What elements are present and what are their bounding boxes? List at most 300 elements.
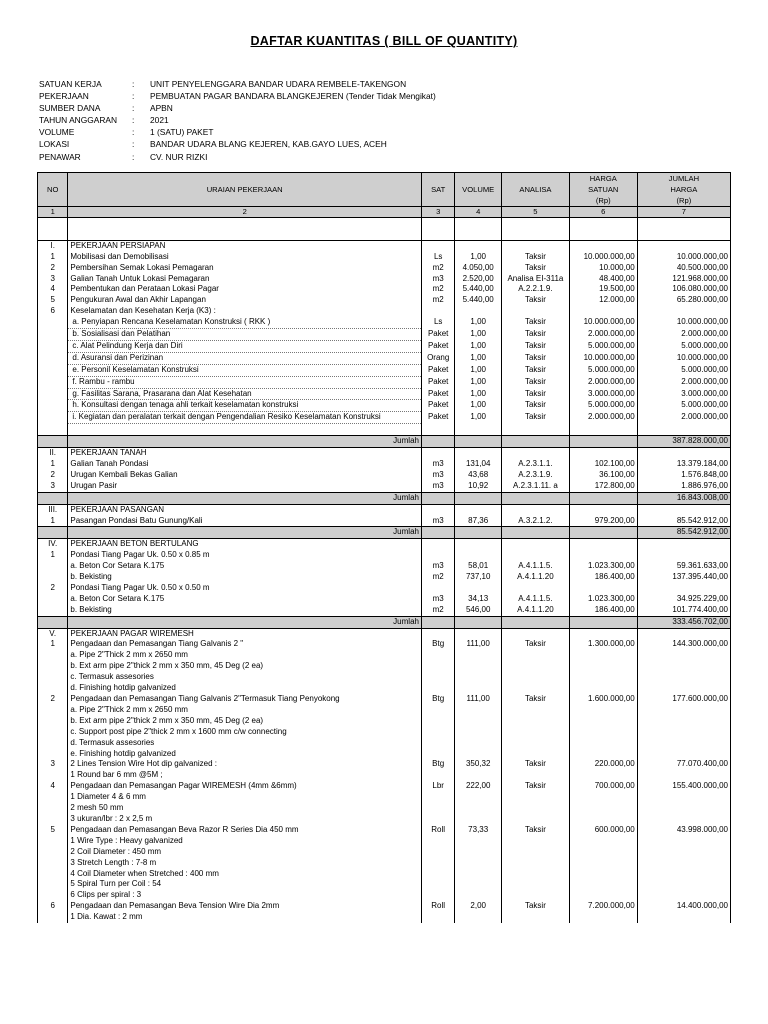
- cell-jumlah-harga: [637, 847, 730, 858]
- col-header-uraian: URAIAN PEKERJAAN: [68, 173, 422, 207]
- cell-jumlah-harga: 106.080.000,00: [637, 284, 730, 295]
- cell-sat: m3: [421, 470, 454, 481]
- cell-analisa: [501, 738, 569, 749]
- cell-uraian: c. Termasuk assesories: [68, 672, 422, 683]
- cell-no: [38, 869, 68, 880]
- cell-jumlah-harga: [637, 229, 730, 240]
- cell-sat: Orang: [421, 352, 454, 364]
- cell-uraian: Keselamatan dan Kesehatan Kerja (K3) :: [68, 306, 422, 317]
- table-row: [38, 770, 731, 781]
- cell-sat: Roll: [421, 901, 454, 912]
- cell-harga-satuan: 10.000.000,00: [569, 252, 637, 263]
- cell-analisa: Taksir: [501, 901, 569, 912]
- cell-volume: 737,10: [455, 572, 502, 583]
- cell-volume: 131,04: [455, 459, 502, 470]
- cell-sat: Paket: [421, 364, 454, 376]
- cell-uraian: d. Finishing hotdip galvanized: [68, 683, 422, 694]
- cell-harga-satuan: 979.200,00: [569, 516, 637, 527]
- cell-jumlah-harga: 85.542.912,00: [637, 527, 730, 539]
- cell-volume: [455, 628, 502, 639]
- cell-volume: [455, 683, 502, 694]
- cell-no: [38, 749, 68, 760]
- cell-no: [38, 388, 68, 400]
- cell-analisa: A.2.3.1.11. a: [501, 481, 569, 492]
- cell-analisa: Taksir: [501, 295, 569, 306]
- table-row: [38, 901, 731, 912]
- cell-jumlah-harga: [637, 550, 730, 561]
- info-label: SATUAN KERJA: [39, 79, 102, 89]
- cell-sat: [421, 672, 454, 683]
- table-row: [38, 890, 731, 901]
- cell-volume: 2,00: [455, 901, 502, 912]
- info-separator: :: [132, 103, 135, 114]
- cell-uraian: 2 Lines Tension Wire Hot dip galvanized :: [68, 759, 422, 770]
- cell-jumlah-harga: [637, 583, 730, 594]
- cell-analisa: Taksir: [501, 781, 569, 792]
- cell-volume: 5.440,00: [455, 284, 502, 295]
- cell-uraian: PEKERJAAN BETON BERTULANG: [68, 539, 422, 550]
- cell-sat: [421, 229, 454, 240]
- cell-harga-satuan: [569, 814, 637, 825]
- cell-volume: 1,00: [455, 340, 502, 352]
- table-row: [38, 661, 731, 672]
- cell-jumlah-harga: 137.395.440,00: [637, 572, 730, 583]
- cell-analisa: [501, 306, 569, 317]
- cell-harga-satuan: 700.000,00: [569, 781, 637, 792]
- cell-sat: [421, 550, 454, 561]
- table-row: [38, 705, 731, 716]
- cell-no: [38, 727, 68, 738]
- cell-no: [38, 594, 68, 605]
- cell-analisa: A.3.2.1.2.: [501, 516, 569, 527]
- cell-no: [38, 803, 68, 814]
- cell-sat: m3: [421, 481, 454, 492]
- table-row: [38, 694, 731, 705]
- cell-jumlah-harga: [637, 650, 730, 661]
- cell-analisa: [501, 749, 569, 760]
- cell-sat: [421, 705, 454, 716]
- cell-sat: [421, 738, 454, 749]
- cell-jumlah-harga: 144.300.000,00: [637, 639, 730, 650]
- table-row: [38, 672, 731, 683]
- cell-uraian: Pengadaan dan Pemasangan Beva Razor R Series Dia 450 mm: [68, 825, 422, 836]
- table-row: [38, 792, 731, 803]
- table-row: [38, 683, 731, 694]
- cell-sat: [421, 448, 454, 459]
- cell-analisa: [501, 770, 569, 781]
- cell-analisa: Analisa EI-311a: [501, 274, 569, 285]
- col-number: 2: [68, 207, 422, 218]
- cell-uraian: a. Beton Cor Setara K.175: [68, 561, 422, 572]
- table-row: [38, 329, 731, 341]
- cell-volume: [455, 229, 502, 240]
- cell-no: 2: [38, 470, 68, 481]
- cell-uraian: PEKERJAAN PERSIAPAN: [68, 240, 422, 251]
- cell-jumlah-harga: [637, 539, 730, 550]
- cell-no: [38, 705, 68, 716]
- cell-volume: [455, 306, 502, 317]
- cell-sat: Paket: [421, 412, 454, 424]
- cell-harga-satuan: 5.000.000,00: [569, 400, 637, 412]
- cell-no: V.: [38, 628, 68, 639]
- info-separator: :: [132, 127, 135, 138]
- cell-jumlah-harga: [637, 448, 730, 459]
- cell-jumlah-harga: [637, 218, 730, 229]
- cell-harga-satuan: 10.000.000,00: [569, 352, 637, 364]
- cell-no: 2: [38, 263, 68, 274]
- table-row: [38, 400, 731, 412]
- cell-analisa: [501, 836, 569, 847]
- cell-sat: [421, 770, 454, 781]
- cell-no: 1: [38, 459, 68, 470]
- cell-volume: 4.050,00: [455, 263, 502, 274]
- cell-uraian: 3 Stretch Length : 7-8 m: [68, 858, 422, 869]
- cell-uraian: Urugan Kembali Bekas Galian: [68, 470, 422, 481]
- cell-volume: [455, 749, 502, 760]
- cell-volume: [455, 661, 502, 672]
- cell-uraian: b. Bekisting: [68, 572, 422, 583]
- cell-sat: Ls: [421, 252, 454, 263]
- cell-sat: [421, 504, 454, 515]
- cell-analisa: A.2.3.1.1.: [501, 459, 569, 470]
- cell-harga-satuan: [569, 218, 637, 229]
- cell-sat: [421, 814, 454, 825]
- cell-volume: [455, 705, 502, 716]
- cell-volume: [455, 583, 502, 594]
- table-row: [38, 364, 731, 376]
- cell-harga-satuan: [569, 306, 637, 317]
- cell-volume: [455, 890, 502, 901]
- subtotal-row: [38, 616, 731, 628]
- cell-volume: [455, 424, 502, 436]
- cell-uraian: Jumlah: [68, 527, 422, 539]
- info-row: [39, 114, 436, 126]
- cell-sat: m3: [421, 459, 454, 470]
- cell-no: 4: [38, 781, 68, 792]
- cell-harga-satuan: 220.000,00: [569, 759, 637, 770]
- cell-analisa: Taksir: [501, 639, 569, 650]
- cell-no: 6: [38, 901, 68, 912]
- cell-no: [38, 912, 68, 923]
- cell-harga-satuan: [569, 229, 637, 240]
- cell-no: [38, 858, 68, 869]
- table-row: [38, 847, 731, 858]
- cell-uraian: b. Ext arm pipe 2"thick 2 mm x 350 mm, 45 Deg (2 ea): [68, 661, 422, 672]
- cell-jumlah-harga: 3.000.000,00: [637, 388, 730, 400]
- info-row: [39, 151, 436, 163]
- cell-no: [38, 890, 68, 901]
- cell-no: 2: [38, 694, 68, 705]
- table-row: [38, 879, 731, 890]
- cell-analisa: Taksir: [501, 364, 569, 376]
- cell-uraian: PEKERJAAN PASANGAN: [68, 504, 422, 515]
- cell-sat: [421, 424, 454, 436]
- cell-no: 1: [38, 550, 68, 561]
- cell-jumlah-harga: 2.000.000,00: [637, 376, 730, 388]
- table-row: [38, 550, 731, 561]
- table-row: [38, 481, 731, 492]
- cell-harga-satuan: 19.500,00: [569, 284, 637, 295]
- table-row: [38, 583, 731, 594]
- cell-uraian: 3 ukuran/lbr : 2 x 2,5 m: [68, 814, 422, 825]
- cell-sat: [421, 890, 454, 901]
- cell-analisa: [501, 218, 569, 229]
- cell-jumlah-harga: 333.456.702,00: [637, 616, 730, 628]
- blank-row: [38, 229, 731, 240]
- col-header-no: NO: [38, 173, 68, 207]
- cell-volume: 34,13: [455, 594, 502, 605]
- cell-sat: [421, 683, 454, 694]
- cell-no: II.: [38, 448, 68, 459]
- cell-analisa: [501, 650, 569, 661]
- cell-no: 2: [38, 583, 68, 594]
- cell-volume: 10,92: [455, 481, 502, 492]
- cell-analisa: [501, 448, 569, 459]
- cell-sat: [421, 306, 454, 317]
- cell-harga-satuan: 48.400,00: [569, 274, 637, 285]
- cell-jumlah-harga: 77.070.400,00: [637, 759, 730, 770]
- cell-no: [38, 572, 68, 583]
- table-row: [38, 306, 731, 317]
- cell-no: [38, 400, 68, 412]
- table-row: [38, 639, 731, 650]
- cell-analisa: [501, 792, 569, 803]
- cell-analisa: [501, 890, 569, 901]
- cell-no: [38, 814, 68, 825]
- cell-no: [38, 792, 68, 803]
- cell-analisa: Taksir: [501, 317, 569, 328]
- cell-analisa: [501, 912, 569, 923]
- cell-harga-satuan: [569, 912, 637, 923]
- cell-sat: Btg: [421, 759, 454, 770]
- cell-analisa: [501, 705, 569, 716]
- cell-analisa: Taksir: [501, 825, 569, 836]
- cell-uraian: a. Pipe 2"Thick 2 mm x 2650 mm: [68, 705, 422, 716]
- cell-analisa: Taksir: [501, 694, 569, 705]
- cell-harga-satuan: 3.000.000,00: [569, 388, 637, 400]
- cell-jumlah-harga: 1.576.848,00: [637, 470, 730, 481]
- cell-uraian: f. Rambu - rambu: [68, 376, 422, 388]
- cell-no: 3: [38, 274, 68, 285]
- info-row: [39, 126, 436, 138]
- cell-jumlah-harga: 155.400.000,00: [637, 781, 730, 792]
- cell-jumlah-harga: [637, 814, 730, 825]
- cell-uraian: i. Kegiatan dan peralatan terkait dengan Pengendalian Resiko Keselamatan Konstruksi: [68, 412, 422, 424]
- cell-jumlah-harga: [637, 306, 730, 317]
- cell-analisa: Taksir: [501, 352, 569, 364]
- table-row: [38, 825, 731, 836]
- cell-no: [38, 424, 68, 436]
- cell-uraian: 5 Spiral Turn per Coil : 54: [68, 879, 422, 890]
- cell-volume: [455, 879, 502, 890]
- col-number: 7: [637, 207, 730, 218]
- cell-no: [38, 340, 68, 352]
- cell-jumlah-harga: 59.361.633,00: [637, 561, 730, 572]
- cell-sat: Paket: [421, 388, 454, 400]
- cell-volume: [455, 650, 502, 661]
- cell-volume: 73,33: [455, 825, 502, 836]
- cell-sat: [421, 539, 454, 550]
- table-row: [38, 388, 731, 400]
- col-number: 6: [569, 207, 637, 218]
- cell-sat: [421, 527, 454, 539]
- cell-jumlah-harga: 101.774.400,00: [637, 605, 730, 616]
- cell-harga-satuan: [569, 749, 637, 760]
- cell-harga-satuan: 36.100,00: [569, 470, 637, 481]
- cell-volume: [455, 836, 502, 847]
- cell-no: [38, 716, 68, 727]
- cell-volume: 2.520,00: [455, 274, 502, 285]
- col-header-analisa: ANALISA: [501, 173, 569, 207]
- col-header-sat: SAT: [421, 173, 454, 207]
- cell-analisa: A.2.2.1.9.: [501, 284, 569, 295]
- cell-no: [38, 836, 68, 847]
- cell-no: [38, 605, 68, 616]
- cell-uraian: Urugan Pasir: [68, 481, 422, 492]
- cell-analisa: [501, 814, 569, 825]
- info-row: [39, 78, 436, 90]
- cell-sat: [421, 583, 454, 594]
- cell-jumlah-harga: [637, 716, 730, 727]
- table-row: [38, 836, 731, 847]
- table-row: [38, 759, 731, 770]
- cell-no: [38, 492, 68, 504]
- info-row: [39, 138, 436, 150]
- cell-volume: [455, 738, 502, 749]
- cell-jumlah-harga: 34.925.229,00: [637, 594, 730, 605]
- cell-analisa: Taksir: [501, 759, 569, 770]
- cell-no: [38, 770, 68, 781]
- cell-analisa: [501, 716, 569, 727]
- cell-jumlah-harga: 40.500.000,00: [637, 263, 730, 274]
- cell-uraian: [68, 229, 422, 240]
- section-row: [38, 539, 731, 550]
- document-title: DAFTAR KUANTITAS ( BILL OF QUANTITY): [250, 34, 518, 48]
- table-row: [38, 869, 731, 880]
- cell-volume: 1,00: [455, 400, 502, 412]
- cell-uraian: Galian Tanah Pondasi: [68, 459, 422, 470]
- cell-uraian: [68, 424, 422, 436]
- col-number: 1: [38, 207, 68, 218]
- cell-volume: 58,01: [455, 561, 502, 572]
- cell-uraian: Jumlah: [68, 616, 422, 628]
- cell-harga-satuan: [569, 716, 637, 727]
- info-value: CV. NUR RIZKI: [150, 151, 208, 162]
- cell-jumlah-harga: 13.379.184,00: [637, 459, 730, 470]
- cell-no: III.: [38, 504, 68, 515]
- cell-harga-satuan: 10.000,00: [569, 263, 637, 274]
- cell-analisa: [501, 879, 569, 890]
- section-row: [38, 240, 731, 251]
- cell-volume: 350,32: [455, 759, 502, 770]
- cell-uraian: Pengukuran Awal dan Akhir Lapangan: [68, 295, 422, 306]
- cell-analisa: Taksir: [501, 329, 569, 341]
- cell-jumlah-harga: [637, 727, 730, 738]
- cell-sat: [421, 436, 454, 448]
- cell-analisa: [501, 869, 569, 880]
- cell-uraian: d. Termasuk assesories: [68, 738, 422, 749]
- cell-harga-satuan: [569, 803, 637, 814]
- cell-analisa: A.4.1.1.5.: [501, 561, 569, 572]
- table-row: [38, 781, 731, 792]
- cell-uraian: Jumlah: [68, 436, 422, 448]
- table-row: [38, 749, 731, 760]
- cell-volume: [455, 814, 502, 825]
- cell-harga-satuan: 10.000.000,00: [569, 317, 637, 328]
- cell-uraian: a. Pipe 2"Thick 2 mm x 2650 mm: [68, 650, 422, 661]
- cell-harga-satuan: [569, 424, 637, 436]
- cell-no: [38, 847, 68, 858]
- cell-harga-satuan: 2.000.000,00: [569, 329, 637, 341]
- cell-jumlah-harga: [637, 803, 730, 814]
- cell-volume: [455, 436, 502, 448]
- cell-volume: [455, 770, 502, 781]
- cell-harga-satuan: 2.000.000,00: [569, 376, 637, 388]
- cell-volume: 1,00: [455, 352, 502, 364]
- info-label: PEKERJAAN: [39, 91, 89, 102]
- table-row: [38, 274, 731, 285]
- cell-no: [38, 650, 68, 661]
- cell-uraian: Pengadaan dan Pemasangan Beva Tension Wire Dia 2mm: [68, 901, 422, 912]
- cell-no: 1: [38, 516, 68, 527]
- cell-uraian: g. Fasilitas Sarana, Prasarana dan Alat Kesehatan: [68, 388, 422, 400]
- cell-uraian: Pengadaan dan Pemasangan Tiang Galvanis 2"Termasuk Tiang Penyokong: [68, 694, 422, 705]
- cell-analisa: Taksir: [501, 400, 569, 412]
- cell-harga-satuan: [569, 705, 637, 716]
- cell-sat: [421, 869, 454, 880]
- cell-harga-satuan: [569, 240, 637, 251]
- cell-no: IV.: [38, 539, 68, 550]
- cell-no: 3: [38, 481, 68, 492]
- cell-harga-satuan: [569, 770, 637, 781]
- cell-harga-satuan: [569, 683, 637, 694]
- cell-harga-satuan: [569, 836, 637, 847]
- cell-analisa: [501, 504, 569, 515]
- cell-jumlah-harga: [637, 672, 730, 683]
- cell-no: 1: [38, 639, 68, 650]
- cell-sat: Lbr: [421, 781, 454, 792]
- table-row: [38, 716, 731, 727]
- cell-sat: [421, 218, 454, 229]
- cell-volume: 546,00: [455, 605, 502, 616]
- info-value: 2021: [150, 115, 169, 126]
- cell-jumlah-harga: 5.000.000,00: [637, 400, 730, 412]
- info-label: SUMBER DANA: [39, 103, 101, 114]
- cell-uraian: Pembersihan Semak Lokasi Pemagaran: [68, 263, 422, 274]
- cell-uraian: 4 Coil Diameter when Stretched : 400 mm: [68, 869, 422, 880]
- cell-harga-satuan: 186.400,00: [569, 572, 637, 583]
- cell-jumlah-harga: 2.000.000,00: [637, 329, 730, 341]
- cell-jumlah-harga: [637, 240, 730, 251]
- cell-no: 4: [38, 284, 68, 295]
- cell-volume: [455, 240, 502, 251]
- info-label: LOKASI: [39, 139, 70, 150]
- cell-sat: [421, 240, 454, 251]
- cell-analisa: Taksir: [501, 252, 569, 263]
- cell-harga-satuan: 2.000.000,00: [569, 412, 637, 424]
- cell-harga-satuan: [569, 550, 637, 561]
- cell-harga-satuan: 1.023.300,00: [569, 594, 637, 605]
- cell-harga-satuan: [569, 448, 637, 459]
- cell-jumlah-harga: [637, 628, 730, 639]
- cell-harga-satuan: 1.300.000,00: [569, 639, 637, 650]
- cell-analisa: [501, 672, 569, 683]
- info-separator: :: [132, 115, 135, 126]
- cell-harga-satuan: [569, 650, 637, 661]
- table-row: [38, 340, 731, 352]
- table-row: [38, 912, 731, 923]
- info-value: PEMBUATAN PAGAR BANDARA BLANGKEJEREN (Tender Tidak Mengikat): [150, 91, 436, 102]
